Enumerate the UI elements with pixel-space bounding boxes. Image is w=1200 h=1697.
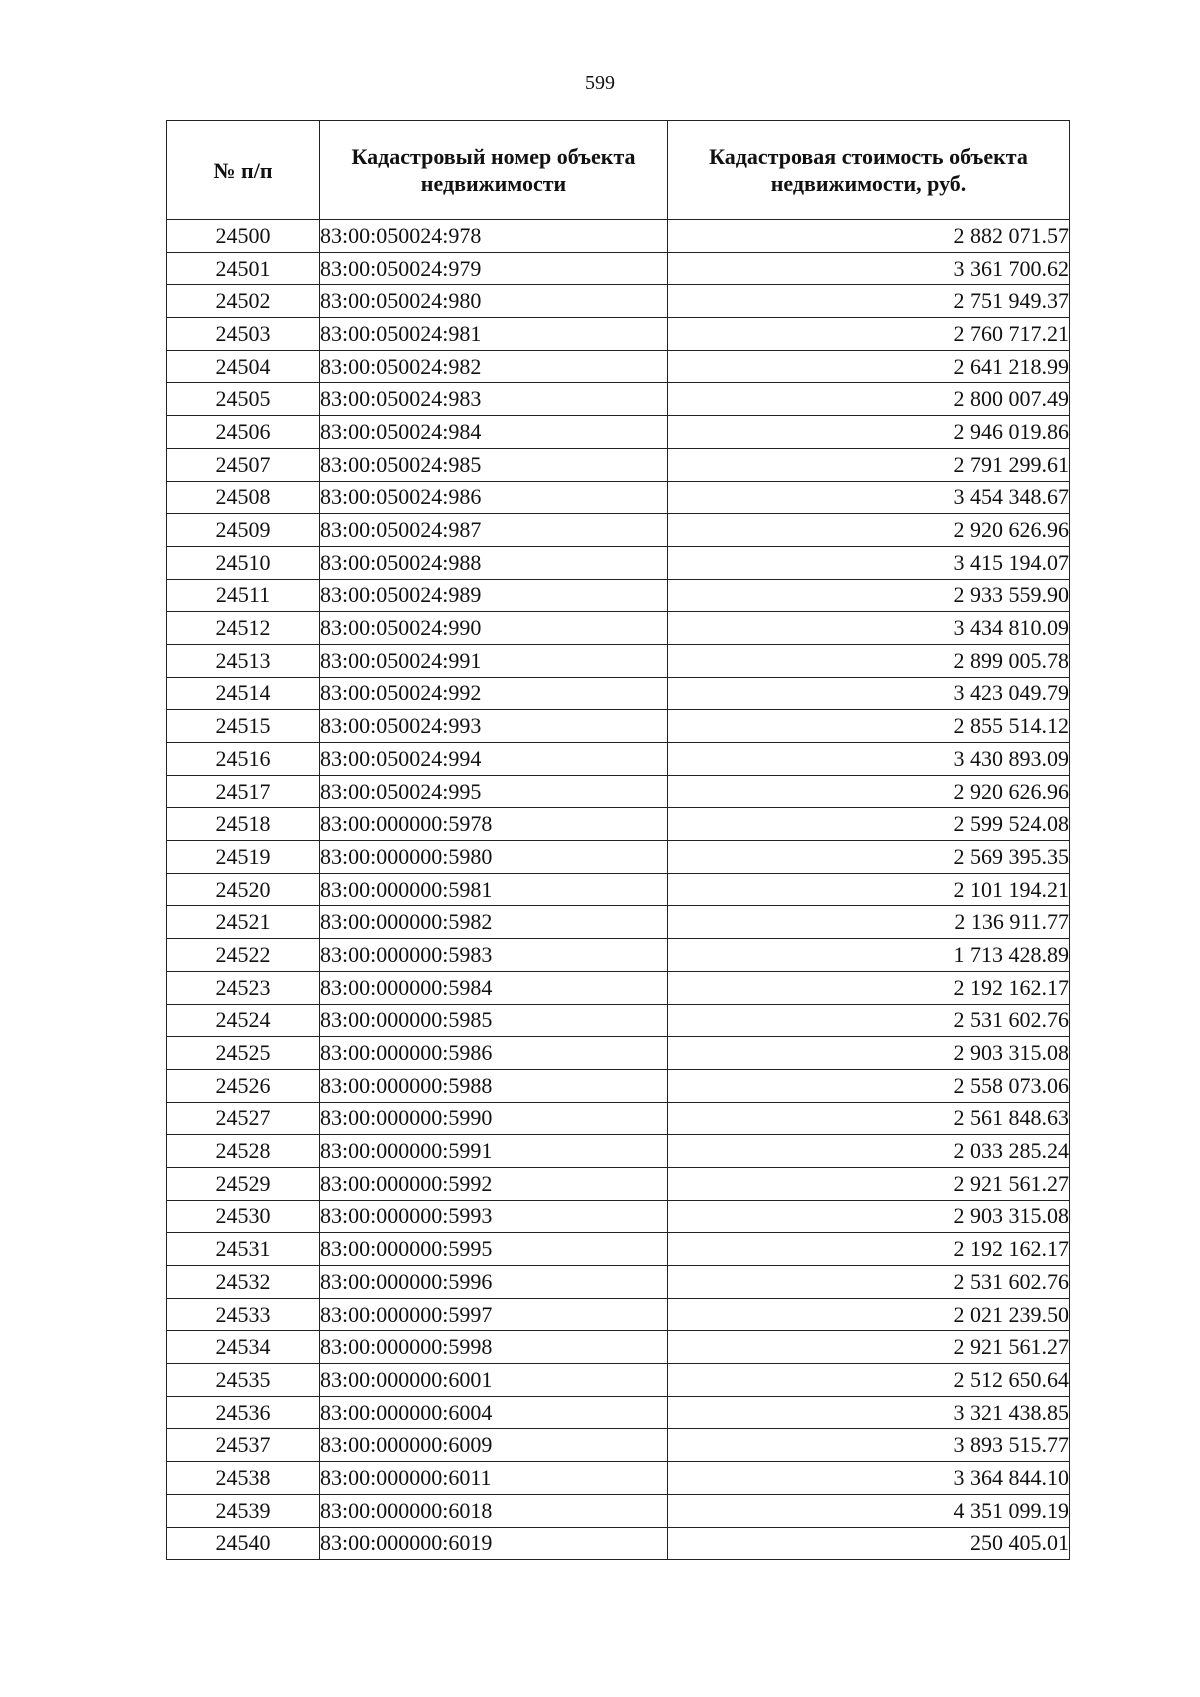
cadastral-value-cell: 2 192 162.17	[668, 1233, 1070, 1266]
row-number-cell: 24502	[167, 285, 320, 318]
table-row	[167, 1167, 1070, 1200]
cadastral-value-cell: 3 423 049.79	[668, 677, 1070, 710]
table-row	[167, 775, 1070, 808]
row-number-cell: 24527	[167, 1102, 320, 1135]
table-row	[167, 1266, 1070, 1299]
table-row	[167, 220, 1070, 253]
row-number-cell: 24508	[167, 481, 320, 514]
cadastral-value-cell: 1 713 428.89	[668, 939, 1070, 972]
cadastral-number-cell: 83:00:000000:5988	[320, 1069, 668, 1102]
table-row	[167, 841, 1070, 874]
cadastral-value-cell: 2 101 194.21	[668, 873, 1070, 906]
row-number-cell: 24506	[167, 416, 320, 449]
cadastral-number-cell: 83:00:050024:990	[320, 612, 668, 645]
row-number-cell: 24538	[167, 1462, 320, 1495]
table-row	[167, 1200, 1070, 1233]
row-number-cell: 24503	[167, 318, 320, 351]
row-number-cell: 24532	[167, 1266, 320, 1299]
cadastral-value-cell: 2 921 561.27	[668, 1167, 1070, 1200]
table-row	[167, 644, 1070, 677]
cadastral-number-cell: 83:00:000000:6004	[320, 1396, 668, 1429]
row-number-cell: 24539	[167, 1494, 320, 1527]
row-number-cell: 24524	[167, 1004, 320, 1037]
cadastral-number-cell: 83:00:000000:5981	[320, 873, 668, 906]
table-row	[167, 677, 1070, 710]
cadastral-number-cell: 83:00:000000:5982	[320, 906, 668, 939]
header-row	[167, 121, 1070, 220]
row-number-cell: 24533	[167, 1298, 320, 1331]
table-row	[167, 1462, 1070, 1495]
cadastral-value-cell: 3 415 194.07	[668, 546, 1070, 579]
row-number-cell: 24536	[167, 1396, 320, 1429]
row-number-cell: 24510	[167, 546, 320, 579]
table-row	[167, 514, 1070, 547]
cadastral-number-cell: 83:00:000000:5998	[320, 1331, 668, 1364]
cadastral-value-cell: 3 454 348.67	[668, 481, 1070, 514]
page-number: 599	[585, 72, 615, 94]
cadastral-value-cell: 3 321 438.85	[668, 1396, 1070, 1429]
row-number-cell: 24511	[167, 579, 320, 612]
cadastral-number-cell: 83:00:000000:5980	[320, 841, 668, 874]
table-row	[167, 971, 1070, 1004]
cadastral-value-cell: 3 434 810.09	[668, 612, 1070, 645]
cadastral-value-cell: 3 893 515.77	[668, 1429, 1070, 1462]
cadastral-value-cell: 3 430 893.09	[668, 743, 1070, 776]
table-header	[167, 121, 1070, 220]
row-number-cell: 24537	[167, 1429, 320, 1462]
table-row	[167, 416, 1070, 449]
row-number-cell: 24529	[167, 1167, 320, 1200]
cadastral-number-cell: 83:00:000000:5985	[320, 1004, 668, 1037]
row-number-cell: 24509	[167, 514, 320, 547]
cadastral-number-cell: 83:00:050024:995	[320, 775, 668, 808]
cadastral-number-cell: 83:00:000000:5978	[320, 808, 668, 841]
cadastral-number-cell: 83:00:050024:984	[320, 416, 668, 449]
cadastral-number-cell: 83:00:050024:983	[320, 383, 668, 416]
table-row	[167, 1069, 1070, 1102]
cadastral-value-cell: 2 921 561.27	[668, 1331, 1070, 1364]
row-number-cell: 24531	[167, 1233, 320, 1266]
table-row	[167, 1429, 1070, 1462]
table-row	[167, 939, 1070, 972]
cadastral-number-cell: 83:00:050024:992	[320, 677, 668, 710]
cadastral-value-cell: 2 021 239.50	[668, 1298, 1070, 1331]
row-number-cell: 24523	[167, 971, 320, 1004]
header-cadastral-value: Кадастровая стоимость объекта недвижимости, руб.	[668, 121, 1070, 220]
row-number-cell: 24526	[167, 1069, 320, 1102]
cadastral-value-cell: 2 946 019.86	[668, 416, 1070, 449]
table-row	[167, 481, 1070, 514]
cadastral-value-cell: 250 405.01	[668, 1527, 1070, 1560]
row-number-cell: 24515	[167, 710, 320, 743]
cadastral-number-cell: 83:00:000000:6009	[320, 1429, 668, 1462]
cadastral-value-cell: 2 903 315.08	[668, 1037, 1070, 1070]
table-row	[167, 383, 1070, 416]
cadastral-value-cell: 2 920 626.96	[668, 514, 1070, 547]
row-number-cell: 24525	[167, 1037, 320, 1070]
cadastral-value-cell: 2 855 514.12	[668, 710, 1070, 743]
row-number-cell: 24521	[167, 906, 320, 939]
cadastral-value-cell: 2 192 162.17	[668, 971, 1070, 1004]
cadastral-value-cell: 4 351 099.19	[668, 1494, 1070, 1527]
cadastral-number-cell: 83:00:000000:5991	[320, 1135, 668, 1168]
cadastral-number-cell: 83:00:050024:979	[320, 252, 668, 285]
cadastral-number-cell: 83:00:000000:5986	[320, 1037, 668, 1070]
table-row	[167, 710, 1070, 743]
cadastral-value-cell: 2 599 524.08	[668, 808, 1070, 841]
row-number-cell: 24504	[167, 350, 320, 383]
cadastral-value-cell: 2 903 315.08	[668, 1200, 1070, 1233]
cadastral-number-cell: 83:00:050024:994	[320, 743, 668, 776]
table-row	[167, 1396, 1070, 1429]
cadastral-value-cell: 2 760 717.21	[668, 318, 1070, 351]
cadastral-value-cell: 3 361 700.62	[668, 252, 1070, 285]
table-body	[167, 220, 1070, 1560]
cadastral-number-cell: 83:00:050024:988	[320, 546, 668, 579]
cadastral-value-cell: 2 791 299.61	[668, 448, 1070, 481]
table-row	[167, 1298, 1070, 1331]
cadastral-number-cell: 83:00:000000:5993	[320, 1200, 668, 1233]
table-row	[167, 318, 1070, 351]
cadastral-value-cell: 2 920 626.96	[668, 775, 1070, 808]
table-row	[167, 1364, 1070, 1397]
cadastral-value-cell: 2 882 071.57	[668, 220, 1070, 253]
cadastral-number-cell: 83:00:000000:5992	[320, 1167, 668, 1200]
cadastral-number-cell: 83:00:050024:991	[320, 644, 668, 677]
cadastral-value-cell: 2 641 218.99	[668, 350, 1070, 383]
cadastral-number-cell: 83:00:000000:6011	[320, 1462, 668, 1495]
table-row	[167, 1037, 1070, 1070]
table-row	[167, 1004, 1070, 1037]
table-row	[167, 743, 1070, 776]
cadastral-value-cell: 2 569 395.35	[668, 841, 1070, 874]
row-number-cell: 24512	[167, 612, 320, 645]
cadastral-number-cell: 83:00:050024:989	[320, 579, 668, 612]
cadastral-value-cell: 3 364 844.10	[668, 1462, 1070, 1495]
cadastral-number-cell: 83:00:000000:6001	[320, 1364, 668, 1397]
cadastral-value-cell: 2 531 602.76	[668, 1266, 1070, 1299]
row-number-cell: 24501	[167, 252, 320, 285]
table-row	[167, 448, 1070, 481]
table-row	[167, 612, 1070, 645]
cadastral-value-cell: 2 751 949.37	[668, 285, 1070, 318]
cadastral-number-cell: 83:00:000000:5997	[320, 1298, 668, 1331]
cadastral-value-table	[166, 120, 1070, 1560]
cadastral-number-cell: 83:00:050024:981	[320, 318, 668, 351]
table-row	[167, 252, 1070, 285]
table-row	[167, 1527, 1070, 1560]
cadastral-value-cell: 2 512 650.64	[668, 1364, 1070, 1397]
row-number-cell: 24528	[167, 1135, 320, 1168]
cadastral-value-cell: 2 558 073.06	[668, 1069, 1070, 1102]
cadastral-number-cell: 83:00:000000:5996	[320, 1266, 668, 1299]
row-number-cell: 24522	[167, 939, 320, 972]
row-number-cell: 24530	[167, 1200, 320, 1233]
table-row	[167, 546, 1070, 579]
row-number-cell: 24518	[167, 808, 320, 841]
cadastral-value-cell: 2 136 911.77	[668, 906, 1070, 939]
row-number-cell: 24519	[167, 841, 320, 874]
cadastral-number-cell: 83:00:050024:993	[320, 710, 668, 743]
row-number-cell: 24507	[167, 448, 320, 481]
cadastral-number-cell: 83:00:050024:985	[320, 448, 668, 481]
table-row	[167, 1102, 1070, 1135]
row-number-cell: 24514	[167, 677, 320, 710]
cadastral-value-cell: 2 561 848.63	[668, 1102, 1070, 1135]
table-row	[167, 808, 1070, 841]
header-cadastral-number: Кадастровый номер объекта недвижимости	[320, 121, 668, 220]
row-number-cell: 24513	[167, 644, 320, 677]
table-row	[167, 285, 1070, 318]
cadastral-number-cell: 83:00:050024:978	[320, 220, 668, 253]
table-row	[167, 350, 1070, 383]
cadastral-number-cell: 83:00:050024:986	[320, 481, 668, 514]
row-number-cell: 24500	[167, 220, 320, 253]
cadastral-value-cell: 2 800 007.49	[668, 383, 1070, 416]
table-row	[167, 906, 1070, 939]
row-number-cell: 24535	[167, 1364, 320, 1397]
row-number-cell: 24505	[167, 383, 320, 416]
cadastral-number-cell: 83:00:050024:982	[320, 350, 668, 383]
cadastral-number-cell: 83:00:000000:5990	[320, 1102, 668, 1135]
cadastral-value-cell: 2 033 285.24	[668, 1135, 1070, 1168]
cadastral-number-cell: 83:00:000000:5983	[320, 939, 668, 972]
cadastral-value-cell: 2 899 005.78	[668, 644, 1070, 677]
row-number-cell: 24534	[167, 1331, 320, 1364]
table-row	[167, 1331, 1070, 1364]
header-row-number: № п/п	[167, 121, 320, 220]
cadastral-number-cell: 83:00:000000:5995	[320, 1233, 668, 1266]
cadastral-value-cell: 2 531 602.76	[668, 1004, 1070, 1037]
table-row	[167, 1233, 1070, 1266]
cadastral-value-cell: 2 933 559.90	[668, 579, 1070, 612]
cadastral-number-cell: 83:00:000000:5984	[320, 971, 668, 1004]
table-row	[167, 1494, 1070, 1527]
cadastral-number-cell: 83:00:050024:980	[320, 285, 668, 318]
row-number-cell: 24520	[167, 873, 320, 906]
table-row	[167, 1135, 1070, 1168]
row-number-cell: 24517	[167, 775, 320, 808]
cadastral-number-cell: 83:00:000000:6018	[320, 1494, 668, 1527]
cadastral-number-cell: 83:00:000000:6019	[320, 1527, 668, 1560]
table-row	[167, 873, 1070, 906]
row-number-cell: 24516	[167, 743, 320, 776]
cadastral-number-cell: 83:00:050024:987	[320, 514, 668, 547]
row-number-cell: 24540	[167, 1527, 320, 1560]
table-row	[167, 579, 1070, 612]
